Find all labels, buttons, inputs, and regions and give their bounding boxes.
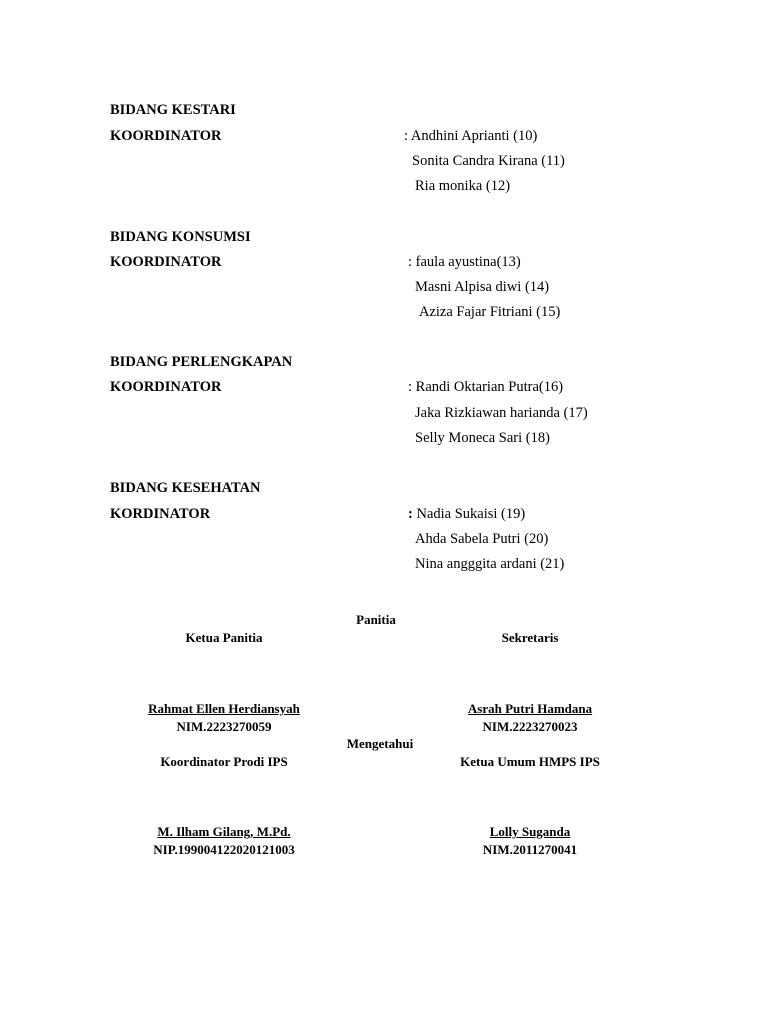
member-kesehatan-colon: : — [408, 506, 413, 522]
koordinator-prodi-nip: NIP.199004122020121003 — [153, 842, 295, 857]
member-perlengkapan-2: Jaka Rizkiawan harianda (17) — [415, 405, 588, 421]
sekretaris-nim: NIM.2223270023 — [482, 719, 578, 734]
section-role-kestari: KOORDINATOR — [110, 128, 222, 144]
member-kesehatan-2: Ahda Sabela Putri (20) — [415, 531, 549, 547]
section-heading-konsumsi: BIDANG KONSUMSI — [110, 229, 251, 245]
member-kesehatan-1-line — [408, 506, 525, 523]
ketua-panitia-title: Ketua Panitia — [185, 630, 263, 645]
section-role-perlengkapan: KOORDINATOR — [110, 379, 222, 395]
member-konsumsi-3: Aziza Fajar Fitriani (15) — [419, 304, 561, 320]
koordinator-prodi-title: Koordinator Prodi IPS — [160, 754, 288, 769]
sekretaris-name: Asrah Putri Hamdana — [467, 701, 593, 716]
ketua-panitia-name: Rahmat Ellen Herdiansyah — [148, 701, 300, 716]
section-role-kesehatan: KORDINATOR — [110, 506, 211, 522]
koordinator-prodi-name: M. Ilham Gilang, M.Pd. — [157, 824, 291, 839]
member-kestari-1: : Andhini Aprianti (10) — [404, 128, 538, 144]
section-heading-kesehatan: BIDANG KESEHATAN — [110, 480, 261, 496]
section-heading-perlengkapan: BIDANG PERLENGKAPAN — [110, 354, 293, 370]
member-konsumsi-2: Masni Alpisa diwi (14) — [415, 279, 550, 295]
sekretaris-title: Sekretaris — [501, 630, 559, 645]
member-konsumsi-1: : faula ayustina(13) — [408, 254, 521, 270]
panitia-label: Panitia — [356, 612, 396, 627]
section-heading-kestari: BIDANG KESTARI — [110, 102, 236, 118]
mengetahui-label: Mengetahui — [346, 736, 414, 751]
ketua-umum-title: Ketua Umum HMPS IPS — [460, 754, 600, 769]
member-kesehatan-3: Nina angggita ardani (21) — [415, 556, 565, 572]
member-perlengkapan-3: Selly Moneca Sari (18) — [415, 430, 550, 446]
member-kestari-3: Ria monika (12) — [415, 178, 511, 194]
ketua-umum-nim: NIM.2011270041 — [482, 842, 578, 857]
section-role-konsumsi: KOORDINATOR — [110, 254, 222, 270]
member-kesehatan-1: Nadia Sukaisi (19) — [416, 506, 526, 522]
member-kestari-2: Sonita Candra Kirana (11) — [412, 153, 565, 169]
member-perlengkapan-1: : Randi Oktarian Putra(16) — [408, 379, 564, 395]
ketua-panitia-nim: NIM.2223270059 — [176, 719, 272, 734]
ketua-umum-name: Lolly Suganda — [489, 824, 571, 839]
